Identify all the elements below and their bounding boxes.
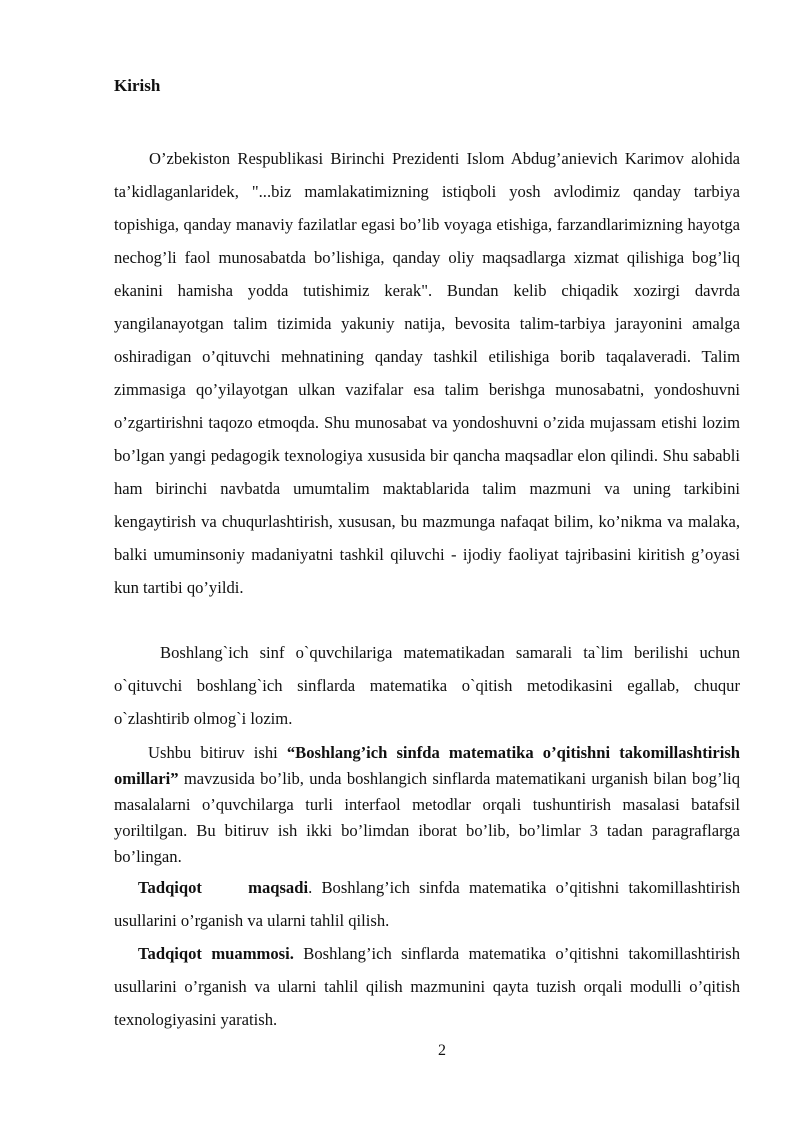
research-problem-paragraph bbox=[114, 937, 740, 1036]
research-goal-paragraph bbox=[114, 871, 745, 937]
research-problem-label: Tadqiqot muammosi. bbox=[138, 944, 294, 963]
thesis-topic-body: mavzusida bo’lib, unda boshlangich sinflarda matematikani urganish bilan bog’liq masalalarni o’quvchilarga turli interfaol metodlar orqali tushuntirish masalasi batafsil yoriltilgan. Bu bitiruv ish ikki bo’limdan iborat bo’lib, bo’limlar 3 tadan paragraflarga bo’lingan. bbox=[114, 769, 740, 866]
research-goal-text: Boshlang’ich sinfda matematika o’qitishni takomillashtirish usullarini o’rganish va ularni tahlil qilish. bbox=[114, 878, 745, 930]
intro-paragraph: O’zbekiston Respublikasi Birinchi Prezidenti Islom Abdug’anievich Karimov alohida ta’kidlaganlaridek, "...biz mamlakatimizning istiqboli yosh avlodimiz qanday tarbiya topishiga, qanday manaviy fazilatlar egasi bo’lib voyaga etishiga, farzandlarimizning hayotga nechog’li faol munosabatda bo’lishiga, qanday oliy maqsadlarga xizmat qilishiga bog’liq ekanini hamisha yodda tutishimiz kerak". Bundan kelib chiqadik xozirgi davrda yangilanayotgan talim tizimida yakuniy natija, bevosita talim-tarbiya jarayonini amalga oshiradigan o’qituvchi mehnatining qanday tashkil etilishiga borib taqalaveradi. Talim zimmasiga qo’yilayotgan ulkan vazifalar esa talim berishga munosabatni, yondoshuvni o’zgartirishni taqozo etmoqda. Shu munosabat va yondoshuvni o’zida mujassam etishi lozim bo’lgan yangi pedagogik texnologiya xususida bir qancha maqsadlar elon qilindi. Shu sababli ham birinchi navbatda umumtalim maktablarida talim mazmuni va uning tarkibini kengaytirish va chuqurlashtirish, xususan, bu mazmunga nafaqat bilim, ko’nikma va malaka, balki umuminsoniy madaniyatni tashkil qiluvchi - ijodiy faoliyat tajribasini kiritish g’oyasi kun tartibi qo’yildi. bbox=[114, 149, 740, 597]
research-problem-text: Boshlang’ich sinflarda matematika o’qitishni takomillashtirish usullarini o’rganish va ularni tahlil qilish mazmunini qayta tuzish orqali modulli o’qitish texnologiyasini yaratish. bbox=[114, 944, 740, 1029]
section-heading: Kirish bbox=[114, 76, 161, 95]
research-goal-label: Tadqiqot maqsadi bbox=[138, 878, 309, 897]
teacher-requirement-paragraph: Boshlang`ich sinf o`quvchilariga matematikadan samarali ta`lim berilishi uchun o`qituvchi boshlang`ich sinflarda matematika o`qitish metodikasini egallab, chuqur o`zlashtirib olmog`i lozim. bbox=[114, 643, 740, 728]
thesis-topic-lead: Ushbu bitiruv ishi bbox=[148, 743, 287, 762]
thesis-topic-paragraph bbox=[114, 740, 740, 870]
research-goal-dot: . bbox=[308, 878, 313, 897]
page-number: 2 bbox=[438, 1042, 446, 1059]
thesis-title: “Boshlang’ich sinfda matematika o’qitishni takomillashtirish omillari” bbox=[114, 743, 741, 788]
